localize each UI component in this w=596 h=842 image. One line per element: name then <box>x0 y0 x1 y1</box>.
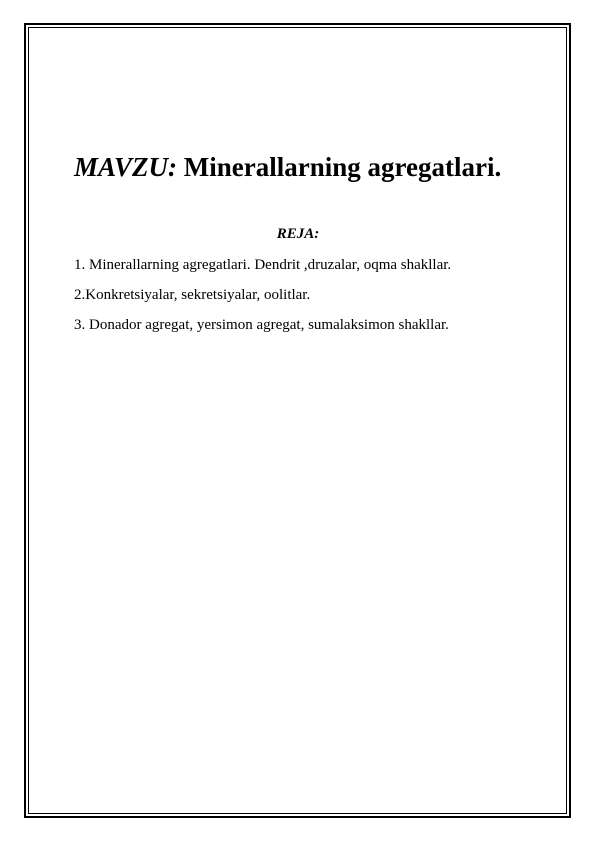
page-border-inner <box>28 27 567 814</box>
plan-list <box>74 256 451 346</box>
page-title <box>74 150 501 184</box>
plan-item: 3. Donador agregat, yersimon agregat, sumalaksimon shakllar. <box>74 317 449 333</box>
plan-item: 1. Minerallarning agregatlari. Dendrit ,druzalar, oqma shakllar. <box>74 257 452 273</box>
plan-item: 2.Konkretsiyalar, sekretsiyalar, oolitlar. <box>74 287 311 303</box>
title-text: Minerallarning agregatlari. <box>177 152 502 182</box>
title-label: MAVZU: <box>74 152 178 182</box>
plan-heading: REJA: <box>276 226 320 242</box>
